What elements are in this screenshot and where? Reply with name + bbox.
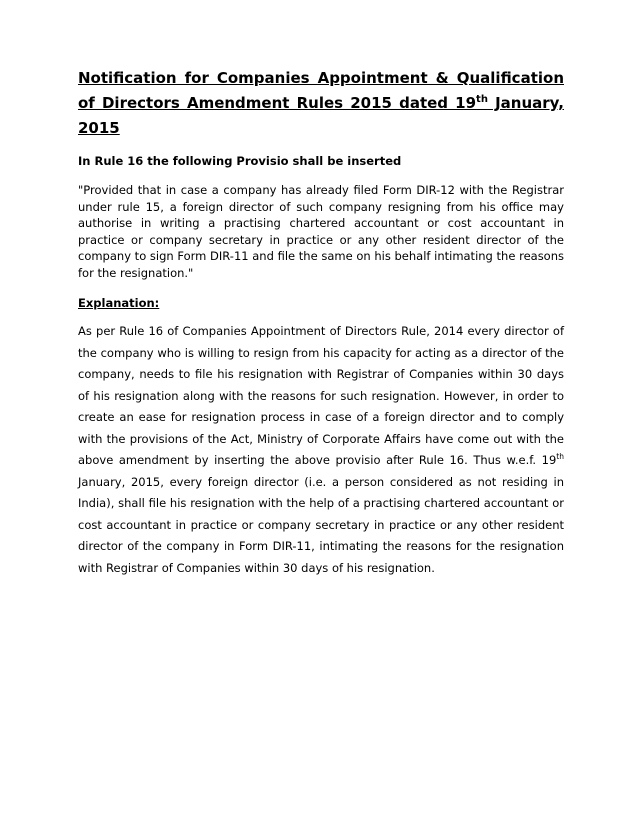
title-text-main: Notification for Companies Appointment & Qualification of Directors Amendment Rules 2015 dated 19 [78, 69, 564, 112]
explanation-date-suffix: th [556, 452, 564, 462]
document-title [78, 66, 564, 141]
document-page [78, 66, 564, 579]
explanation-text-end: January, 2015, every foreign director (i.e. a person considered as not residing in India), shall file his resignation with the help of a practising chartered accountant or cost accountant in practice or company secretary in practice or any other resident director of the company in Form DIR-11, intimating the reasons for the resignation with Registrar of Companies within 30 days of his resignation. [78, 474, 564, 575]
explanation-heading: Explanation: [78, 296, 160, 310]
explanation-paragraph [78, 321, 564, 579]
title-date-suffix: th [476, 94, 488, 105]
title-text-end: January, 2015 [78, 94, 564, 137]
proviso-paragraph: "Provided that in case a company has already filed Form DIR-12 with the Registrar under rule 15, a foreign director of such company resigning from his office may authorise in writing a practising chartered accountant or cost accountant in practice or company secretary in practice or any other resident director of the company to sign Form DIR-11 and file the same on his behalf intimating the reasons for the resignation." [78, 183, 564, 280]
rule-subheading: In Rule 16 the following Provisio shall be inserted [78, 154, 402, 168]
explanation-text-main: As per Rule 16 of Companies Appointment of Directors Rule, 2014 every director of the company who is willing to resign from his capacity for acting as a director of the company, needs to file his resignation with Registrar of Companies within 30 days of his resignation along with the reasons for such resignation. However, in order to create an ease for resignation process in case of a foreign director and to comply with the provisions of the Act, Ministry of Corporate Affairs have come out with the above amendment by inserting the above provisio after Rule 16. Thus w.e.f. 19 [78, 324, 564, 467]
